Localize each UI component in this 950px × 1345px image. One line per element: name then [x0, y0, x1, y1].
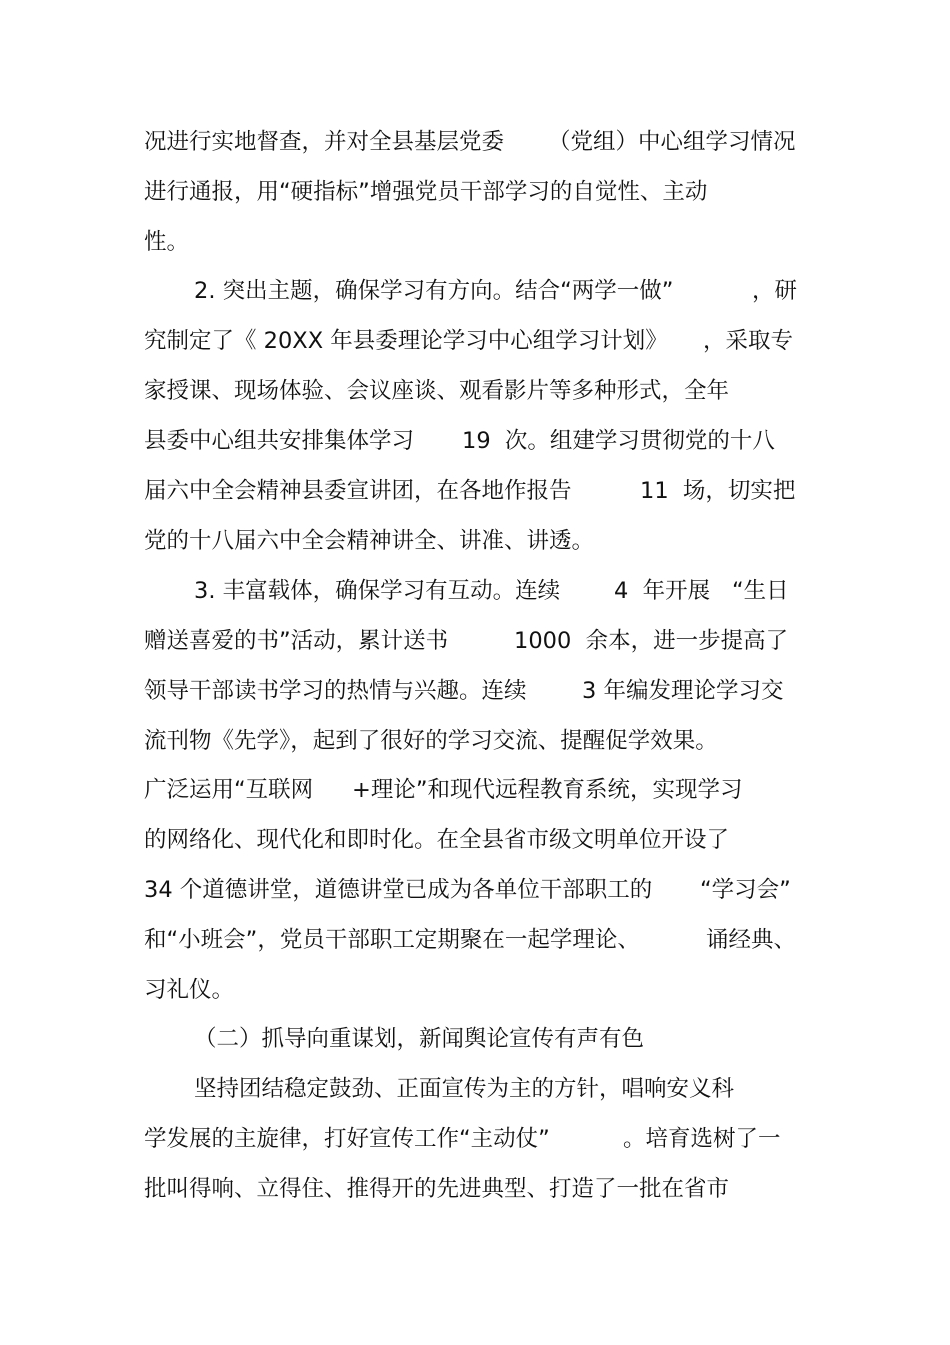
- text-segment: 。培育选树了一: [623, 1126, 781, 1152]
- text-line: [0, 870, 791, 910]
- text-segment: 广泛运用“互联网: [144, 777, 314, 803]
- text-segment: 况进行实地督查，并对全县基层党委: [144, 129, 505, 155]
- text-segment: 赠送喜爱的书”活动，累计送书: [144, 628, 449, 654]
- text-line: [0, 721, 718, 761]
- text-line: [0, 920, 797, 960]
- text-line: [0, 671, 784, 711]
- text-line: [0, 421, 775, 461]
- text-line: [0, 321, 794, 361]
- text-segment: 3. 丰富载体，确保学习有互动。连续: [194, 578, 561, 604]
- text-line: [0, 571, 789, 611]
- text-segment: 习礼仪。: [144, 977, 235, 1003]
- text-segment: 进行通报，用“硬指标”增强党员干部学习的自觉性、主动: [144, 179, 708, 205]
- text-line: [0, 820, 730, 860]
- text-segment: 坚持团结稳定鼓劲、正面宣传为主的方针，唱响安义科: [194, 1076, 735, 1102]
- text-segment: 和“小班会”，党员干部职工定期聚在一起学理论、: [144, 927, 640, 953]
- text-segment: 诵经典、: [706, 927, 797, 953]
- text-line: [0, 172, 708, 212]
- text-segment: 性。: [144, 229, 190, 255]
- text-segment: 流刊物《先学》，起到了很好的学习交流、提醒促学效果。: [144, 728, 718, 754]
- text-segment: “学习会”: [700, 877, 791, 903]
- text-line: [0, 471, 796, 511]
- text-segment: 11 场，切实把: [640, 478, 796, 504]
- text-segment: 县委中心组共安排集体学习: [144, 428, 415, 454]
- text-segment: +理论”和现代远程教育系统，实现学习: [352, 777, 743, 803]
- text-segment: 1000 余本，进一步提高了: [514, 628, 789, 654]
- text-line: [0, 1069, 735, 1109]
- text-segment: （党组）中心组学习情况: [548, 129, 796, 155]
- text-segment: 2. 突出主题，确保学习有方向。结合“两学一做”: [194, 278, 674, 304]
- text-line: [0, 621, 789, 661]
- text-segment: 批叫得响、立得住、推得开的先进典型、打造了一批在省市: [144, 1176, 730, 1202]
- text-segment: 4 年开展: [614, 578, 711, 604]
- text-segment: 究制定了《 20XX 年县委理论学习中心组学习计划》: [144, 328, 668, 354]
- text-segment: 学发展的主旋律，打好宣传工作“主动仗”: [144, 1126, 550, 1152]
- text-line: [0, 271, 798, 311]
- text-segment: ，采取专: [703, 328, 794, 354]
- text-segment: “生日: [732, 578, 789, 604]
- text-segment: 领导干部读书学习的热情与兴趣。连续: [144, 678, 527, 704]
- text-segment: 届六中全会精神县委宣讲团，在各地作报告: [144, 478, 572, 504]
- text-line: [0, 1119, 781, 1159]
- text-line: [0, 1169, 730, 1209]
- text-segment: 党的十八届六中全会精神讲全、讲准、讲透。: [144, 528, 595, 554]
- text-line: [0, 222, 190, 262]
- text-line: [0, 122, 796, 162]
- text-segment: （二）抓导向重谋划，新闻舆论宣传有声有色: [194, 1026, 645, 1052]
- text-segment: 的网络化、现代化和即时化。在全县省市级文明单位开设了: [144, 827, 730, 853]
- text-line: [0, 1019, 645, 1059]
- text-segment: ，研: [752, 278, 798, 304]
- text-segment: 34 个道德讲堂，道德讲堂已成为各单位干部职工的: [144, 877, 653, 903]
- text-segment: 家授课、现场体验、会议座谈、观看影片等多种形式，全年: [144, 378, 730, 404]
- text-line: [0, 770, 743, 810]
- text-line: [0, 970, 235, 1010]
- text-segment: 3 年编发理论学习交: [582, 678, 784, 704]
- text-line: [0, 371, 730, 411]
- text-segment: 19 次。组建学习贯彻党的十八: [462, 428, 775, 454]
- text-line: [0, 521, 595, 561]
